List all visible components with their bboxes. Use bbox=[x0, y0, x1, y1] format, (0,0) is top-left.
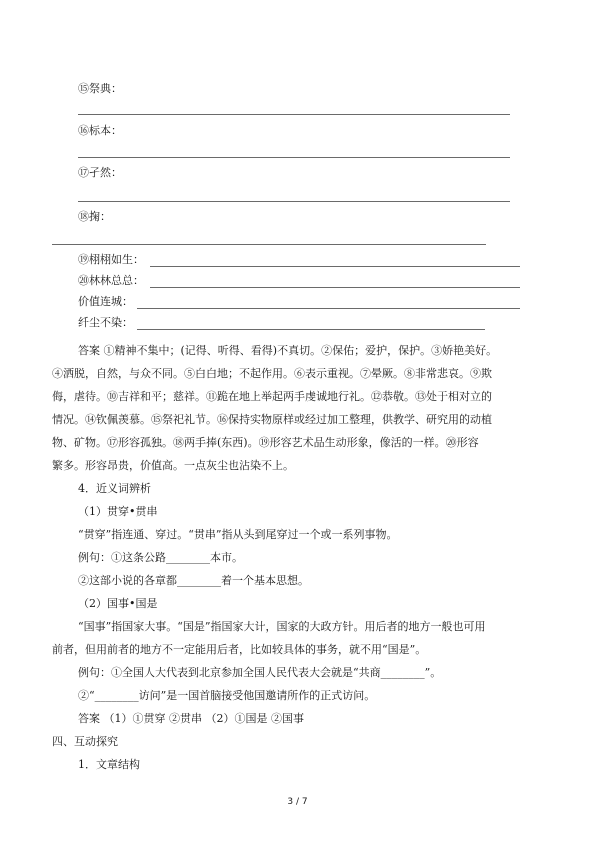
pair2-example-1: 例句：①全国人大代表到北京参加全国人民代表大会就是“共商________”。 bbox=[78, 666, 442, 679]
pair2-explanation-2: 前者，但用前者的地方不一定能用后者，比如较具体的事务，就不用“国是”。 bbox=[52, 643, 427, 656]
page-number: 3 / 7 bbox=[287, 797, 308, 807]
fill-label-jiazhi: 价值连城： bbox=[78, 295, 133, 308]
pair1-example-2: ②这部小说的各章都________着一个基本思想。 bbox=[78, 574, 309, 587]
pair1-heading: （1）贯穿•贯串 bbox=[78, 505, 158, 518]
answer-line-15[interactable] bbox=[78, 114, 510, 115]
pair2-explanation-1: “国事”指国家大事。“国是”指国家大计，国家的大政方针。用后者的地方一般也可用 bbox=[78, 620, 486, 633]
fill-label-20: ⑳林林总总： bbox=[78, 274, 144, 287]
answer-line-4: 情况。⑭钦佩羡慕。⑮祭祀礼节。⑯保持实物原样或经过加工整理，供教学、研究用的动植 bbox=[52, 413, 492, 426]
answer-line-6: 繁多。形容昂贵，价值高。一点灰尘也沾染不上。 bbox=[52, 459, 294, 472]
answer-line-5: 物、矿物。⑰形容孤独。⑱两手捧(东西)。⑲形容艺术品生动形象，像活的一样。⑳形容 bbox=[52, 436, 479, 449]
section-four-sub: 1．文章结构 bbox=[78, 758, 140, 771]
answer-line-17[interactable] bbox=[78, 201, 510, 202]
fill-label-17: ⑰孑然： bbox=[78, 166, 122, 179]
fill-label-18: ⑱掬： bbox=[78, 210, 111, 223]
fill-label-xianchen: 纤尘不染： bbox=[78, 316, 133, 329]
pair1-explanation: “贯穿”指连通、穿过。“贯串”指从头到尾穿过一个或一系列事物。 bbox=[78, 528, 398, 541]
answer-line-19[interactable] bbox=[150, 266, 520, 267]
section4-answer: 答案 （1）①贯穿 ②贯串 （2）①国是 ②国事 bbox=[78, 712, 304, 725]
answer-line-16[interactable] bbox=[78, 157, 510, 158]
answer-line-jiazhi[interactable] bbox=[137, 308, 520, 309]
answer-line-2: ④洒脱，自然，与众不同。⑤白白地；不起作用。⑥表示重视。⑦晕厥。⑧非常悲哀。⑨欺 bbox=[52, 367, 492, 380]
fill-label-19: ⑲栩栩如生： bbox=[78, 253, 144, 266]
answer-line-20[interactable] bbox=[150, 287, 520, 288]
answer-line-xianchen[interactable] bbox=[137, 329, 485, 330]
pair2-example-2: ②“________访问”是一国首脑接受他国邀请所作的正式访问。 bbox=[78, 689, 376, 702]
pair2-heading: （2）国事•国是 bbox=[78, 597, 158, 610]
fill-label-16: ⑯标本： bbox=[78, 124, 122, 137]
section-four-title: 四、互动探究 bbox=[52, 735, 118, 748]
answer-line-3: 侮，虐待。⑩吉祥和平；慈祥。⑪跪在地上举起两手虔诚地行礼。⑫恭敬。⑬处于相对立的 bbox=[52, 390, 492, 403]
section4-title: 4．近义词辨析 bbox=[78, 482, 151, 495]
answer-line-18[interactable] bbox=[52, 244, 486, 245]
pair1-example-1: 例句：①这条公路________本市。 bbox=[78, 551, 243, 564]
fill-label-15: ⑮祭典： bbox=[78, 82, 122, 95]
answer-line-1: 答案 ①精神不集中；(记得、听得、看得)不真切。②保佑；爱护，保护。③娇艳美好。 bbox=[78, 344, 498, 357]
